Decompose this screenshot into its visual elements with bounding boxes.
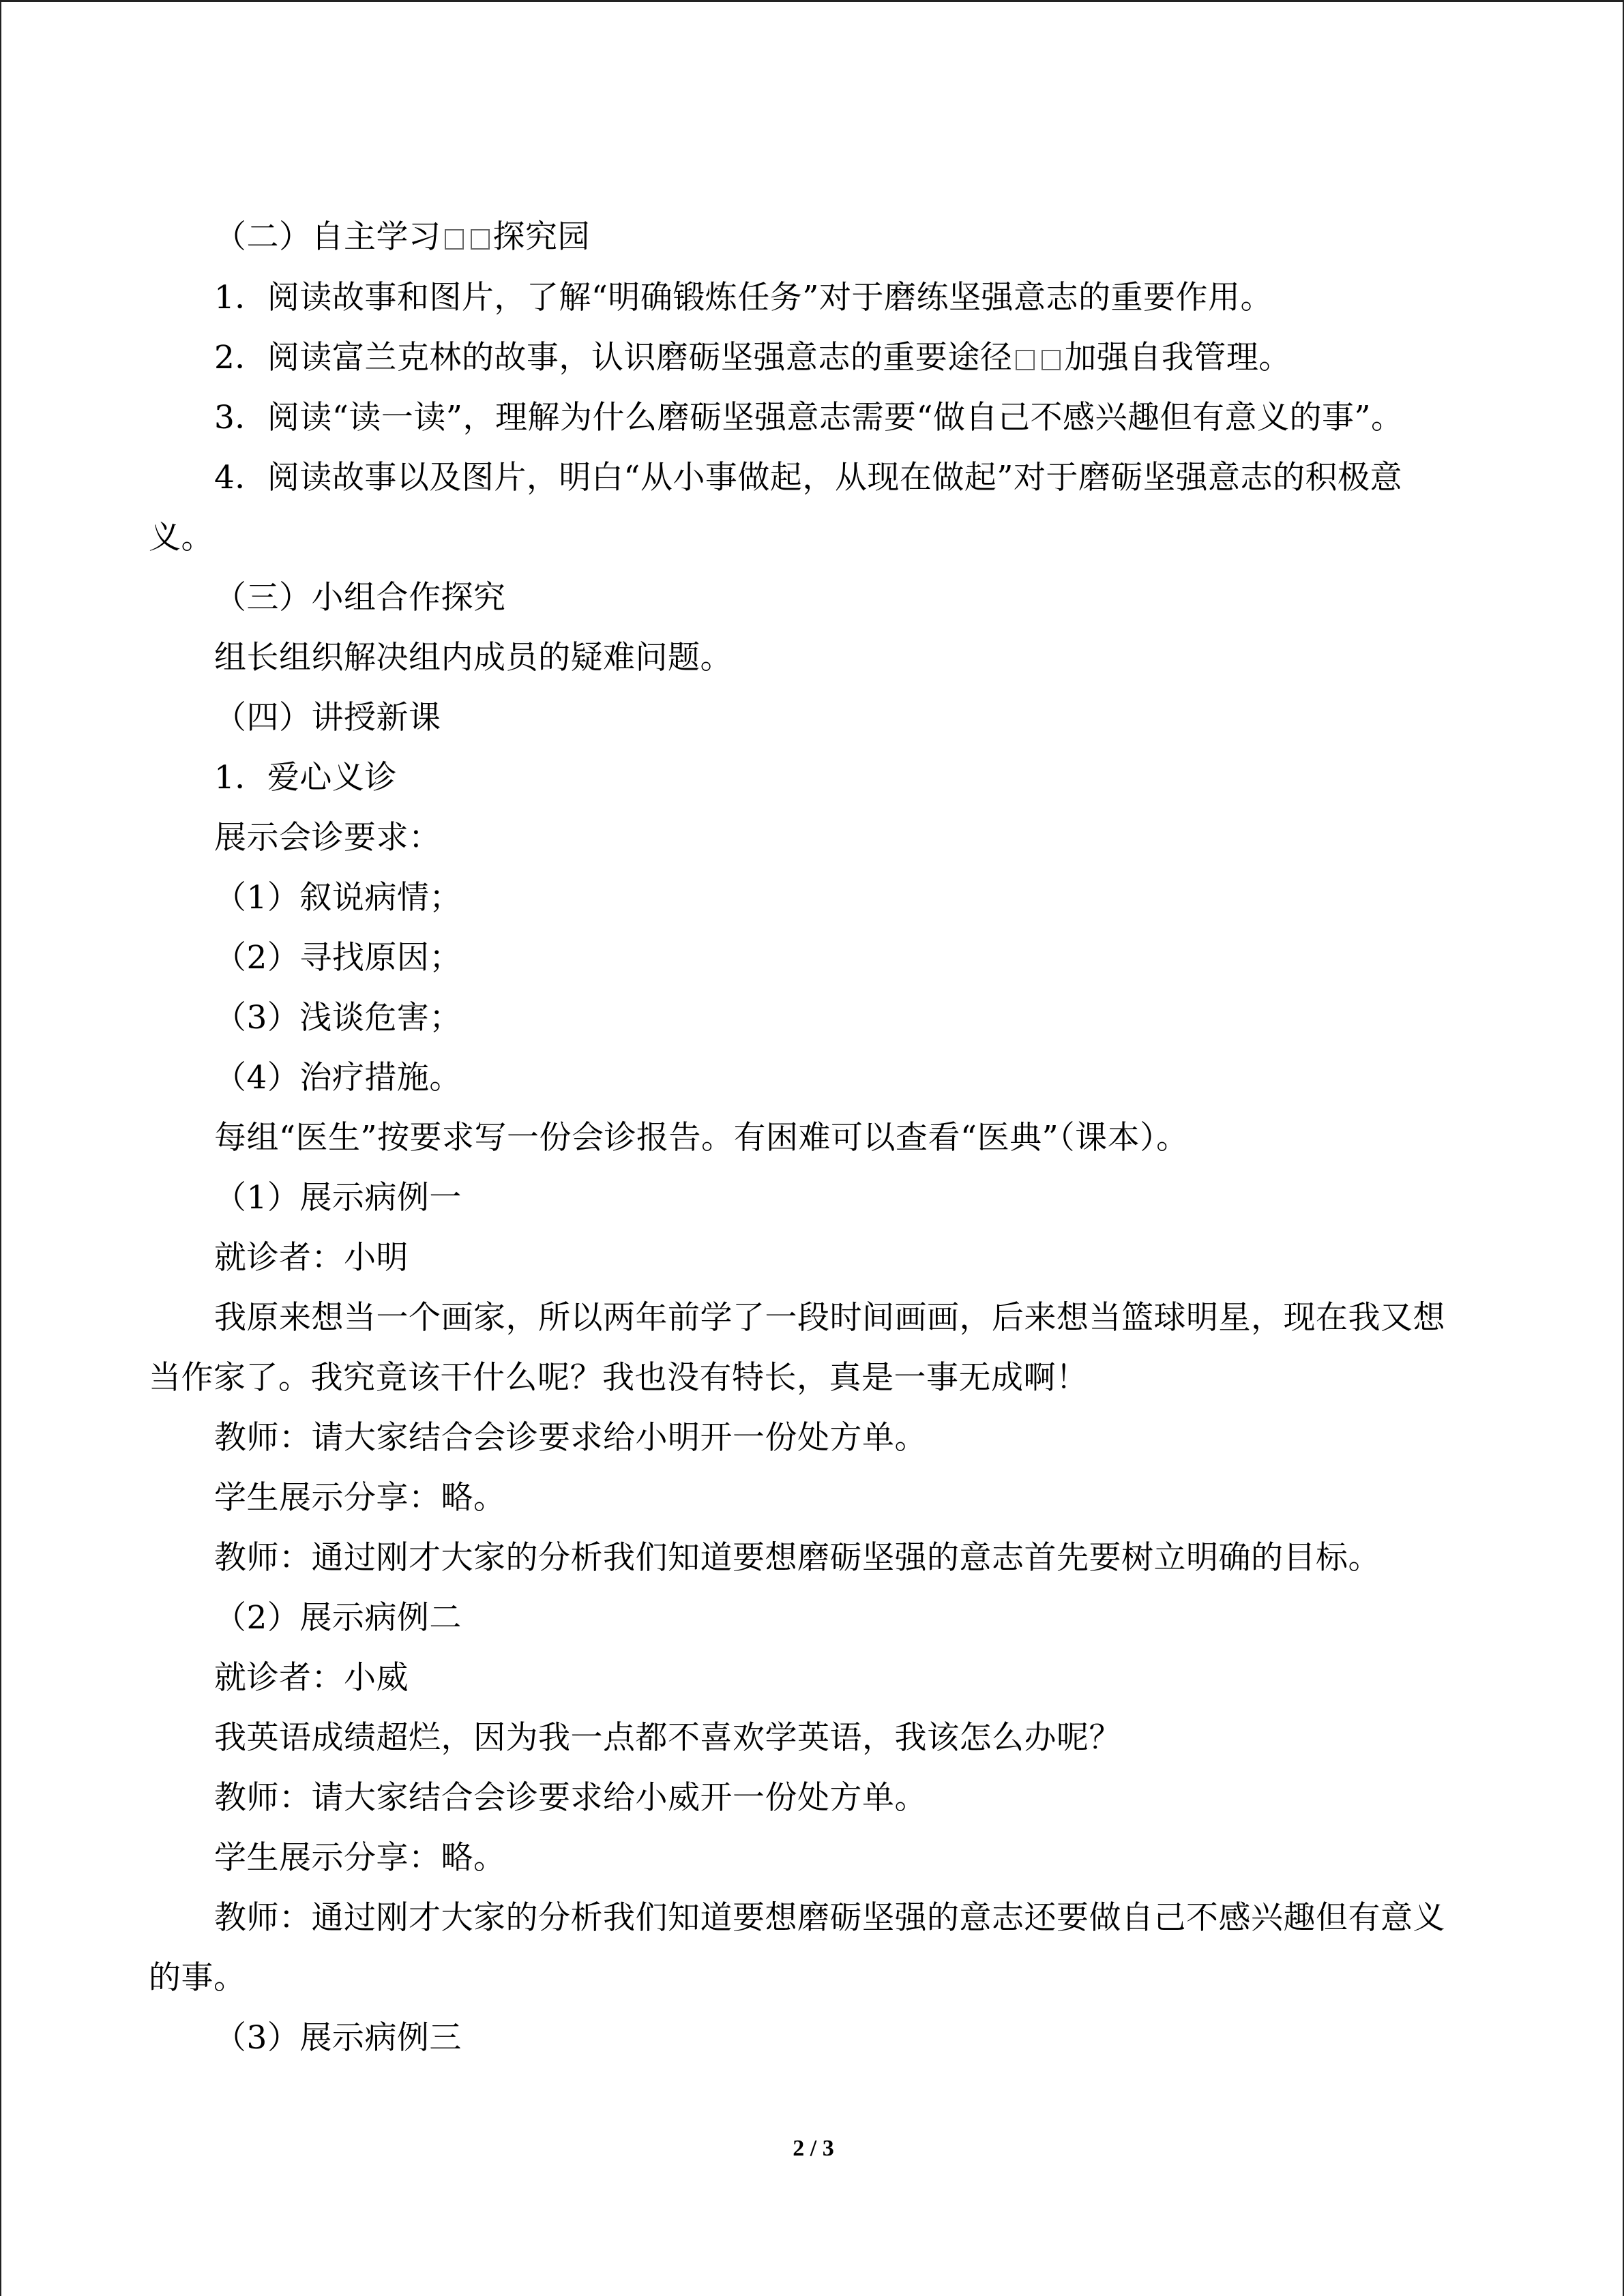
paragraph-continuation: 的事。	[149, 1959, 246, 1997]
subheading: 1．爱心义诊	[214, 759, 397, 796]
placeholder-box	[445, 229, 464, 250]
paragraph: 展示会诊要求：	[214, 819, 441, 856]
case-title: （3）展示病例三	[214, 2019, 462, 2057]
paragraph: 学生展示分享：略。	[214, 1479, 506, 1517]
page-number: 2 / 3	[793, 2136, 834, 2161]
case-title: （2）展示病例二	[214, 1599, 462, 1637]
section-heading-group-work: （三）小组合作探究	[214, 579, 506, 616]
list-item: （2）寻找原因；	[214, 939, 462, 976]
paragraph-continuation: 当作家了。我究竟该干什么呢？我也没有特长，真是一事无成啊！	[149, 1359, 1089, 1397]
paragraph: 我英语成绩超烂，因为我一点都不喜欢学英语，我该怎么办呢？	[214, 1719, 1121, 1757]
paragraph: 组长组织解决组内成员的疑难问题。	[214, 639, 733, 676]
list-item: （3）浅谈危害；	[214, 999, 462, 1037]
section-heading-new-lesson: （四）讲授新课	[214, 699, 441, 736]
paragraph: 3．阅读“读一读”，理解为什么磨砺坚强意志需要“做自己不感兴趣但有意义的事”。	[214, 399, 1404, 436]
case-title: （1）展示病例一	[214, 1179, 462, 1217]
heading-text: 探究园	[492, 218, 590, 256]
paragraph: 1．阅读故事和图片，了解“明确锻炼任务”对于磨练坚强意志的重要作用。	[214, 279, 1273, 316]
paragraph: 我原来想当一个画家，所以两年前学了一段时间画画，后来想当篮球明星，现在我又想	[214, 1299, 1445, 1337]
paragraph: 学生展示分享：略。	[214, 1839, 506, 1877]
paragraph: 教师：通过刚才大家的分析我们知道要想磨砺坚强的意志还要做自己不感兴趣但有意义	[214, 1899, 1445, 1937]
placeholder-box	[1016, 350, 1035, 370]
case-patient: 就诊者：小明	[214, 1239, 409, 1277]
text-span: 2．阅读富兰克林的故事，认识磨砺坚强意志的重要途径	[214, 339, 1013, 376]
paragraph	[214, 338, 1291, 378]
paragraph: 教师：请大家结合会诊要求给小明开一份处方单。	[214, 1419, 927, 1457]
list-item: （1）叙说病情；	[214, 879, 462, 916]
paragraph: 4．阅读故事以及图片，明白“从小事做起，从现在做起”对于磨砺坚强意志的积极意	[214, 459, 1402, 496]
paragraph-continuation: 义。	[149, 519, 213, 556]
text-span: 加强自我管理。	[1064, 339, 1291, 376]
case-patient: 就诊者：小威	[214, 1659, 409, 1697]
paragraph: 每组“医生”按要求写一份会诊报告。有困难可以查看“医典”（课本）。	[214, 1119, 1189, 1157]
paragraph: 教师：请大家结合会诊要求给小威开一份处方单。	[214, 1779, 927, 1817]
paragraph: 教师：通过刚才大家的分析我们知道要想磨砺坚强的意志首先要树立明确的目标。	[214, 1539, 1381, 1577]
placeholder-box	[471, 229, 490, 250]
list-item: （4）治疗措施。	[214, 1059, 462, 1097]
placeholder-box	[1042, 350, 1061, 370]
section-heading-self-study	[214, 217, 590, 258]
heading-text: （二）自主学习	[214, 218, 441, 256]
